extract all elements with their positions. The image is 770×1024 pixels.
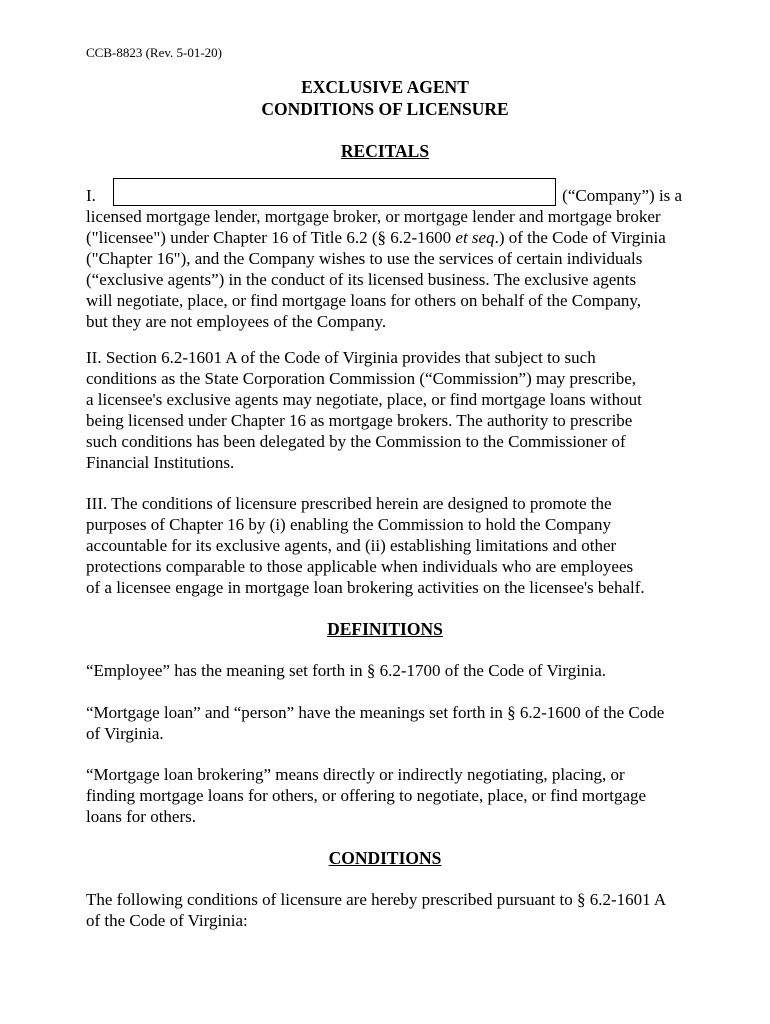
recital-1-line6: will negotiate, place, or find mortgage loans for others on behalf of the Company, [86, 291, 642, 310]
definition-mortgage-loan-brokering [86, 764, 698, 827]
definition-line: loans for others. [86, 807, 197, 826]
recital-3 [86, 493, 698, 598]
conditions-intro [86, 889, 698, 931]
recital-1-line2: licensed mortgage lender, mortgage broker, or mortgage lender and mortgage broker [86, 207, 661, 226]
definition-line: finding mortgage loans for others, or offering to negotiate, place, or find mortgage [86, 786, 647, 805]
conditions-intro-line: The following conditions of licensure are hereby prescribed pursuant to § 6.2-1601 A [86, 890, 667, 909]
definition-mortgage-loan [86, 702, 698, 744]
company-name-field[interactable] [113, 178, 556, 206]
et-seq-italic: et seq [455, 228, 495, 247]
recital-2-line: Financial Institutions. [86, 453, 235, 472]
recital-3-line: III. The conditions of licensure prescribed herein are designed to promote the [86, 494, 612, 513]
definition-line: of Virginia. [86, 724, 164, 743]
recital-2 [86, 347, 698, 473]
recital-2-line: a licensee's exclusive agents may negotiate, place, or find mortgage loans without [86, 390, 642, 409]
recital-1 [86, 178, 698, 332]
recital-1-line4: ("Chapter 16"), and the Company wishes to use the services of certain individuals [86, 249, 643, 268]
conditions-heading: CONDITIONS [328, 848, 442, 868]
definition-line: “Employee” has the meaning set forth in § 6.2-1700 of the Code of Virginia. [86, 661, 607, 680]
recital-2-line: conditions as the State Corporation Commission (“Commission”) may prescribe, [86, 369, 637, 388]
recital-2-line: II. Section 6.2-1601 A of the Code of Virginia provides that subject to such [86, 348, 596, 367]
recital-3-line: protections comparable to those applicable when individuals who are employees [86, 557, 634, 576]
recitals-heading: RECITALS [340, 141, 430, 161]
conditions-intro-line: of the Code of Virginia: [86, 911, 248, 930]
definition-line: “Mortgage loan brokering” means directly or indirectly negotiating, placing, or [86, 765, 625, 784]
form-number: CCB-8823 (Rev. 5-01-20) [86, 45, 223, 60]
recital-2-line: being licensed under Chapter 16 as mortgage brokers. The authority to prescribe [86, 411, 633, 430]
recital-1-prefix: I. [86, 186, 96, 205]
recital-3-line: purposes of Chapter 16 by (i) enabling the Commission to hold the Company [86, 515, 612, 534]
document-title-line1: EXCLUSIVE AGENT [301, 77, 469, 97]
definition-line: “Mortgage loan” and “person” have the meanings set forth in § 6.2-1600 of the Code [86, 703, 665, 722]
recital-2-line: such conditions has been delegated by the Commission to the Commissioner of [86, 432, 626, 451]
document-title-line2: CONDITIONS OF LICENSURE [261, 99, 509, 119]
recital-1-line7: but they are not employees of the Company. [86, 312, 387, 331]
recital-1-line5: (“exclusive agents”) in the conduct of its licensed business. The exclusive agents [86, 270, 637, 289]
recital-1-line3: ("licensee") under Chapter 16 of Title 6.2 (§ 6.2-1600 et seq.) of the Code of Virginia [86, 228, 666, 247]
recital-3-line: of a licensee engage in mortgage loan brokering activities on the licensee's behalf. [86, 578, 645, 597]
definition-employee [86, 660, 698, 681]
recital-1-suffix: (“Company”) is a [562, 186, 683, 205]
recital-3-line: accountable for its exclusive agents, and (ii) establishing limitations and other [86, 536, 617, 555]
recital-1-line1 [86, 178, 698, 206]
definitions-heading: DEFINITIONS [327, 619, 443, 639]
